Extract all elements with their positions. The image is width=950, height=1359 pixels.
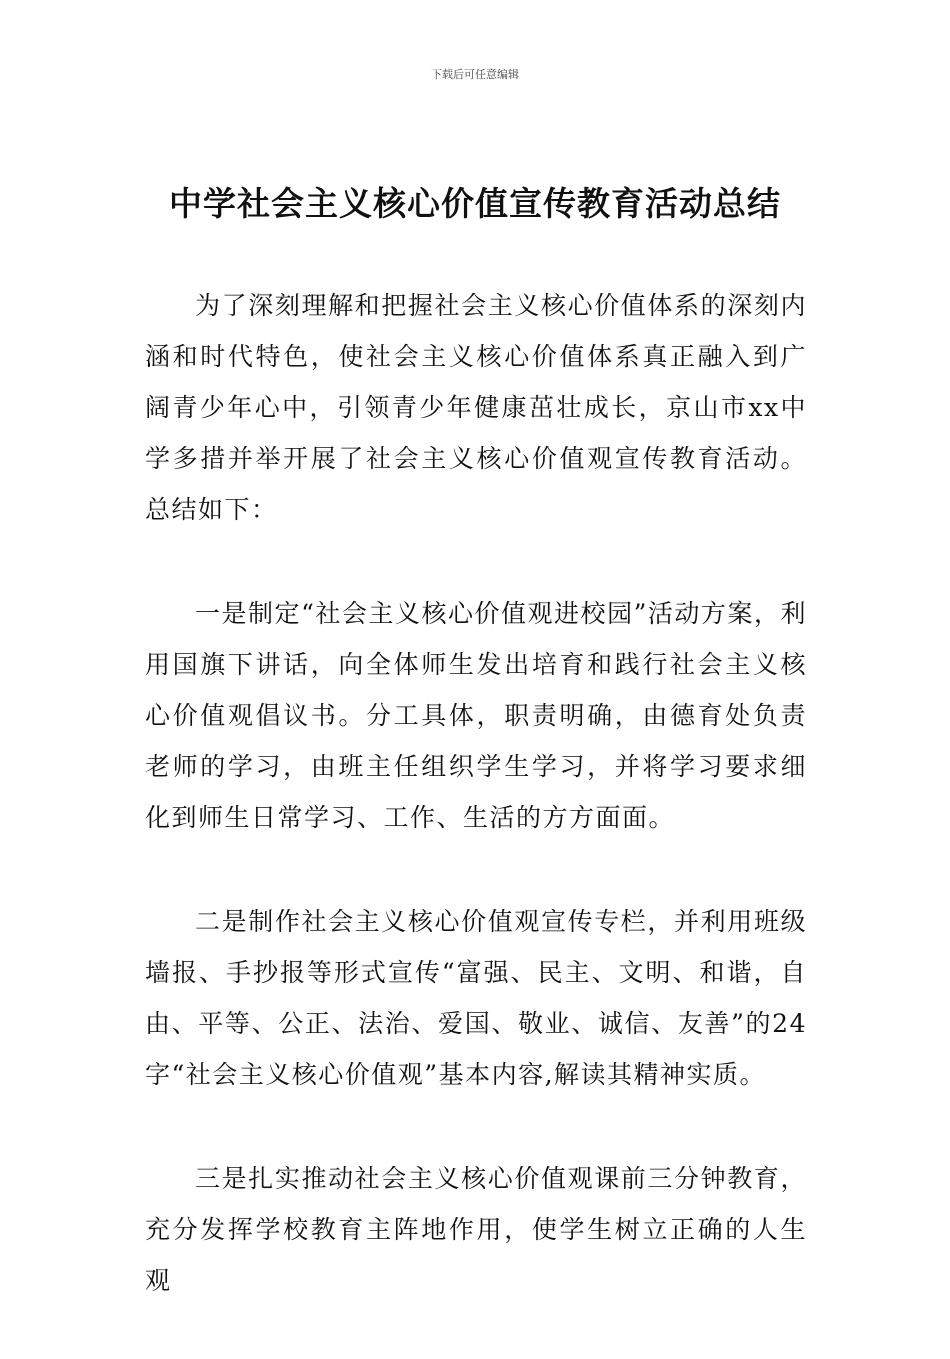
document-title: 中学社会主义核心价值宣传教育活动总结 — [169, 184, 781, 223]
header-note: 下载后可任意编辑 — [431, 68, 519, 81]
paragraph-intro: 为了深刻理解和把握社会主义核心价值体系的深刻内涵和时代特色，使社会主义核心价值体系真正融入到广阔青少年心中，引领青少年健康茁壮成长，京山市xx中学多措并举开展了社会主义核心价值观宣传教育活动。总结如下： — [145, 291, 807, 524]
paragraph-three: 三是扎实推动社会主义核心价值观课前三分钟教育，充分发挥学校教育主阵地作用，使学生树立正确的人生观 — [145, 1164, 807, 1295]
paragraph-one: 一是制定“社会主义核心价值观进校园”活动方案，利用国旗下讲话，向全体师生发出培育和践行社会主义核心价值观倡议书。分工具体，职责明确，由德育处负责老师的学习，由班主任组织学生学习，并将学习要求细化到师生日常学习、工作、生活的方方面面。 — [145, 599, 807, 832]
document-body — [145, 280, 807, 1359]
paragraph-two: 二是制作社会主义核心价值观宣传专栏，并利用班级墙报、手抄报等形式宣传“富强、民主、文明、和谐，自由、平等、公正、法治、爱国、敬业、诚信、友善”的24字“社会主义核心价值观”基本内容,解读其精神实质。 — [145, 907, 807, 1089]
